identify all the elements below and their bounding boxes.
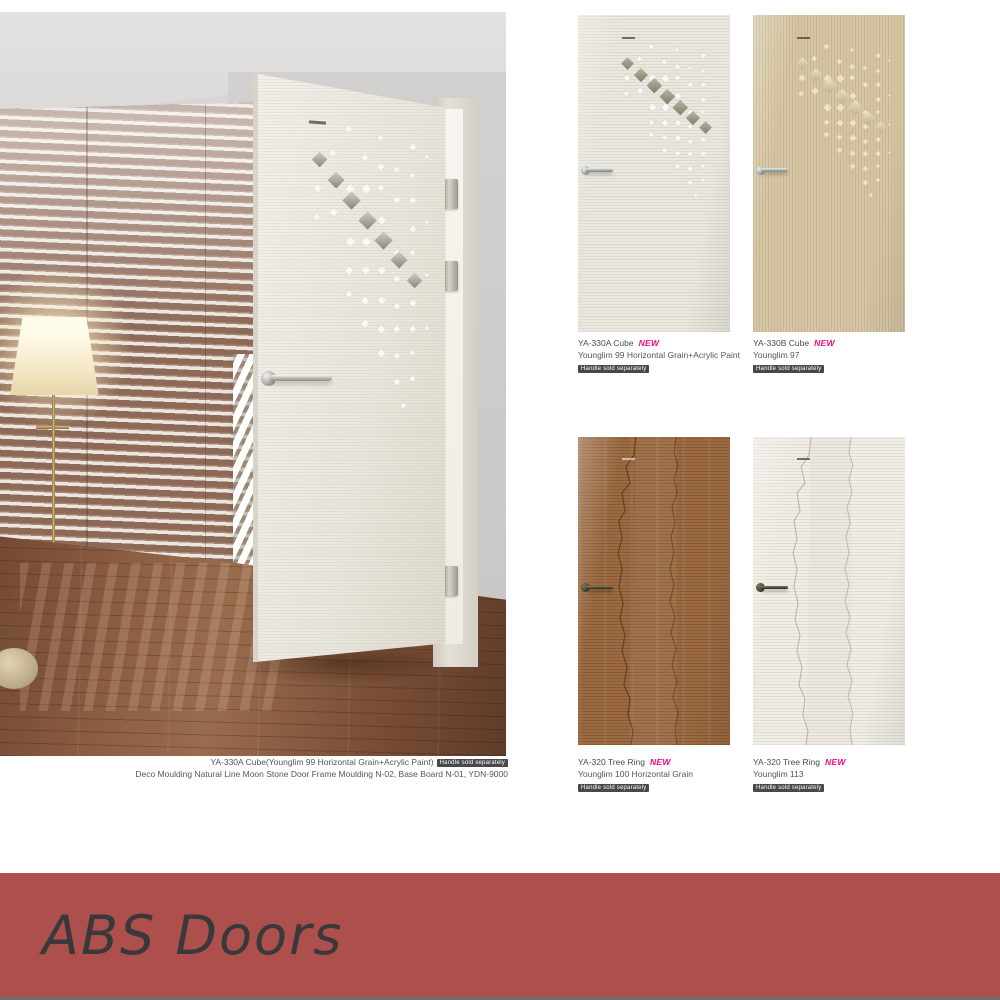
product-card-ya320-brown (578, 437, 730, 791)
sheen-overlay (753, 437, 905, 745)
product-caption (578, 757, 754, 794)
section-title: ABS Doors (42, 903, 344, 967)
sheen-overlay (578, 437, 730, 745)
product-finish: Younglim 97 (753, 349, 800, 360)
hero-caption (0, 757, 508, 780)
product-card-ya330b (753, 15, 905, 372)
door-swatch (578, 437, 730, 745)
product-card-ya320-white (753, 437, 905, 791)
new-badge: NEW (649, 757, 671, 767)
product-note-badge: Handle sold separately (753, 784, 824, 792)
product-caption (578, 338, 754, 375)
floor-light-stripes (20, 563, 283, 712)
product-code: YA-320 Tree Ring (753, 757, 820, 767)
product-finish: Younglim 100 Horizontal Grain (578, 768, 693, 779)
hero-note-badge: Handle sold separately (437, 759, 508, 767)
door-swatch (578, 15, 730, 332)
hero-caption-text: YA-330A Cube(Younglim 99 Horizontal Grain+Acrylic Paint) (210, 757, 434, 767)
product-code: YA-320 Tree Ring (578, 757, 645, 767)
floor-lamp-shade (10, 317, 99, 395)
door-swatch (753, 15, 905, 332)
product-card-ya330a (578, 15, 740, 372)
product-note-badge: Handle sold separately (753, 365, 824, 373)
hero-caption-line2: Deco Moulding Natural Line Moon Stone Door Frame Moulding N-02, Base Board N-01, YDN-9000 (135, 768, 508, 779)
new-badge: NEW (814, 338, 835, 348)
sheen-overlay (753, 15, 905, 332)
product-code: YA-330A Cube (578, 338, 634, 348)
new-badge: NEW (824, 757, 846, 767)
new-badge: NEW (638, 338, 660, 348)
sheen-overlay (578, 15, 730, 332)
product-finish: Younglim 113 (753, 768, 804, 779)
handle-lever (270, 375, 332, 381)
product-caption (753, 338, 929, 375)
diamond-pattern (258, 73, 445, 662)
product-note-badge: Handle sold separately (578, 365, 649, 373)
door-swatch (753, 437, 905, 745)
open-door-panel (253, 73, 445, 662)
product-code: YA-330B Cube (753, 338, 810, 348)
product-caption (753, 757, 929, 794)
product-note-badge: Handle sold separately (578, 784, 649, 792)
hero-caption-line1 (0, 757, 508, 769)
room-photo (0, 12, 506, 756)
product-finish: Younglim 99 Horizontal Grain+Acrylic Paint (578, 349, 740, 360)
section-banner (0, 873, 1000, 1000)
